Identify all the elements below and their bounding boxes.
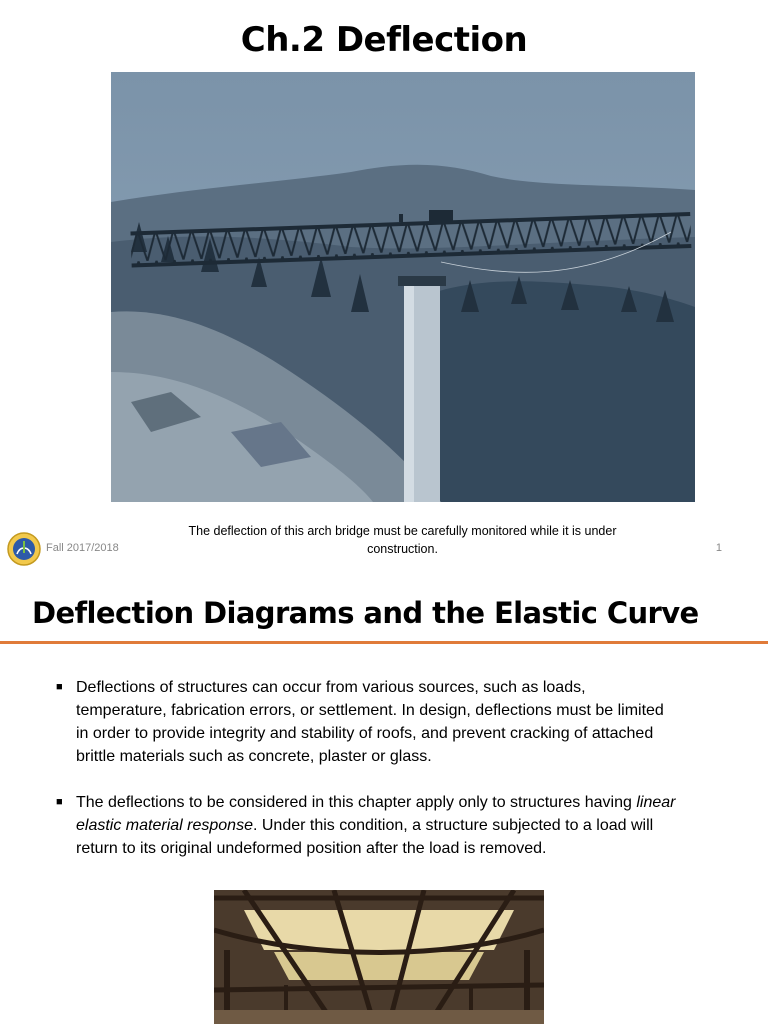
steel-frame-photo (214, 890, 544, 1024)
title-underline (0, 641, 768, 644)
bullet-item (56, 676, 676, 768)
bullet-text: Deflections of structures can occur from various sources, such as loads, temperature, fabrication errors, or settlement. In design, deflections must be limited in order to provide integrity and stability of roofs, and prevent cracking of attached brittle materials such as concrete, plaster or glass. (76, 679, 664, 765)
photo-caption: The deflection of this arch bridge must be carefully monitored while it is under construction. (188, 524, 617, 556)
footer-date: Fall 2017/2018 (46, 542, 119, 554)
bullet-emphasis: linear elastic material response (76, 794, 676, 834)
square-bullet-icon: ■ (56, 796, 63, 808)
bullet-list (56, 676, 676, 883)
slide-2 (0, 580, 768, 1024)
slide-title: Deflection Diagrams and the Elastic Curve (32, 596, 699, 630)
square-bullet-icon: ■ (56, 681, 63, 693)
page-number: 1 (715, 542, 722, 554)
bullet-text-part: The deflections to be considered in this chapter apply only to structures having (76, 794, 637, 811)
slide-title: Ch.2 Deflection (240, 20, 528, 60)
university-seal-icon (7, 532, 41, 566)
bridge-construction-photo (111, 72, 695, 502)
bullet-item (56, 791, 676, 860)
bullet-text-part: . Under this condition, a structure subjected to a load will return to its original undeformed position after the load is removed. (76, 817, 654, 857)
